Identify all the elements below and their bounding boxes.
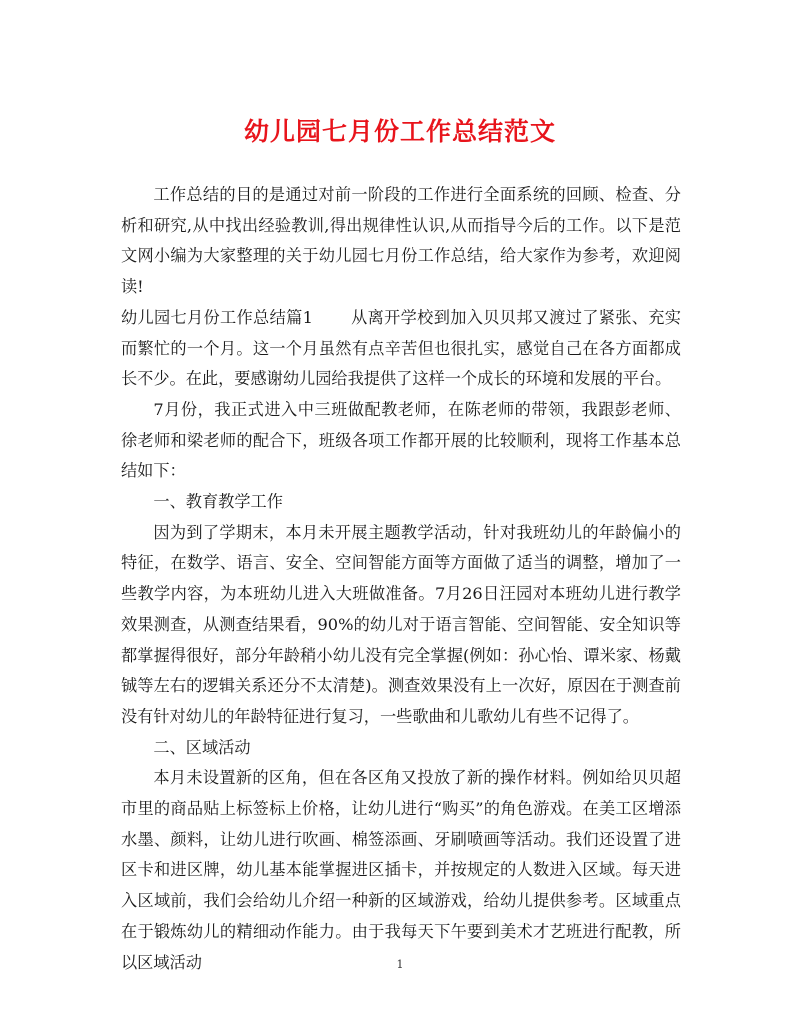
section-heading-teaching: 一、教育教学工作 [153,492,283,512]
july-paragraph: 7月份，我正式进入中三班做配教老师，在陈老师的带领，我跟彭老师、徐老师和梁老师的配合下，班级各项工作都开展的比较顺利，现将工作基本总结如下： [121,399,681,481]
section-body-area-activity: 本月未设置新的区角，但在各区角又投放了新的操作材料。例如给贝贝超市里的商品贴上标签标上价格，让幼儿进行“购买”的角色游戏。在美工区增添水墨、颜料，让幼儿进行吹画、棉签添画、牙刷喷画等活动。我们还设置了进区卡和进区牌，幼儿基本能掌握进区插卡，并按规定的人数进入区域。每天进入区域前，我们会给幼儿介绍一种新的区域游戏，给幼儿提供参考。区域重点在于锻炼幼儿的精细动作能力。由于我每天下午要到美术才艺班进行配教，所以区域活动 [121,768,681,972]
page-title: 幼儿园七月份工作总结范文 [243,117,556,146]
document-body [121,180,681,978]
article-lead: 从离开学校到加入贝贝邦又渡过了紧张、充实而繁忙的一个月。这一个月虽然有点辛苦但也很扎实，感觉自己在各方面都成长不少。在此，要感谢幼儿园给我提供了这样一个成长的环境和发展的平台。 [121,307,681,389]
article-label: 幼儿园七月份工作总结篇1 [121,307,313,327]
section-body-teaching: 因为到了学期末，本月未开展主题教学活动，针对我班幼儿的年龄偏小的特征，在数学、语言、安全、空间智能方面等方面做了适当的调整，增加了一些教学内容，为本班幼儿进入大班做准备。7月26日汪园对本班幼儿进行教学效果测查，从测查结果看，90%的幼儿对于语言智能、空间智能、安全知识等都掌握得很好，部分年龄稍小幼儿没有完全掌握(例如：孙心怡、谭米家、杨戴铖等左右的逻辑关系还分不太清楚)。测查效果没有上一次好，原因在于测查前没有针对幼儿的年龄特征进行复习，一些歌曲和儿歌幼儿有些不记得了。 [121,522,681,726]
article-first-paragraph [121,303,681,395]
intro-paragraph: 工作总结的目的是通过对前一阶段的工作进行全面系统的回顾、检查、分析和研究,从中找出经验教训,得出规律性认识,从而指导今后的工作。以下是范文网小编为大家整理的关于幼儿园七月份工作总结，给大家作为参考，欢迎阅读! [121,185,681,297]
page-number: 1 [396,958,404,971]
section-heading-area-activity: 二、区域活动 [153,737,251,757]
